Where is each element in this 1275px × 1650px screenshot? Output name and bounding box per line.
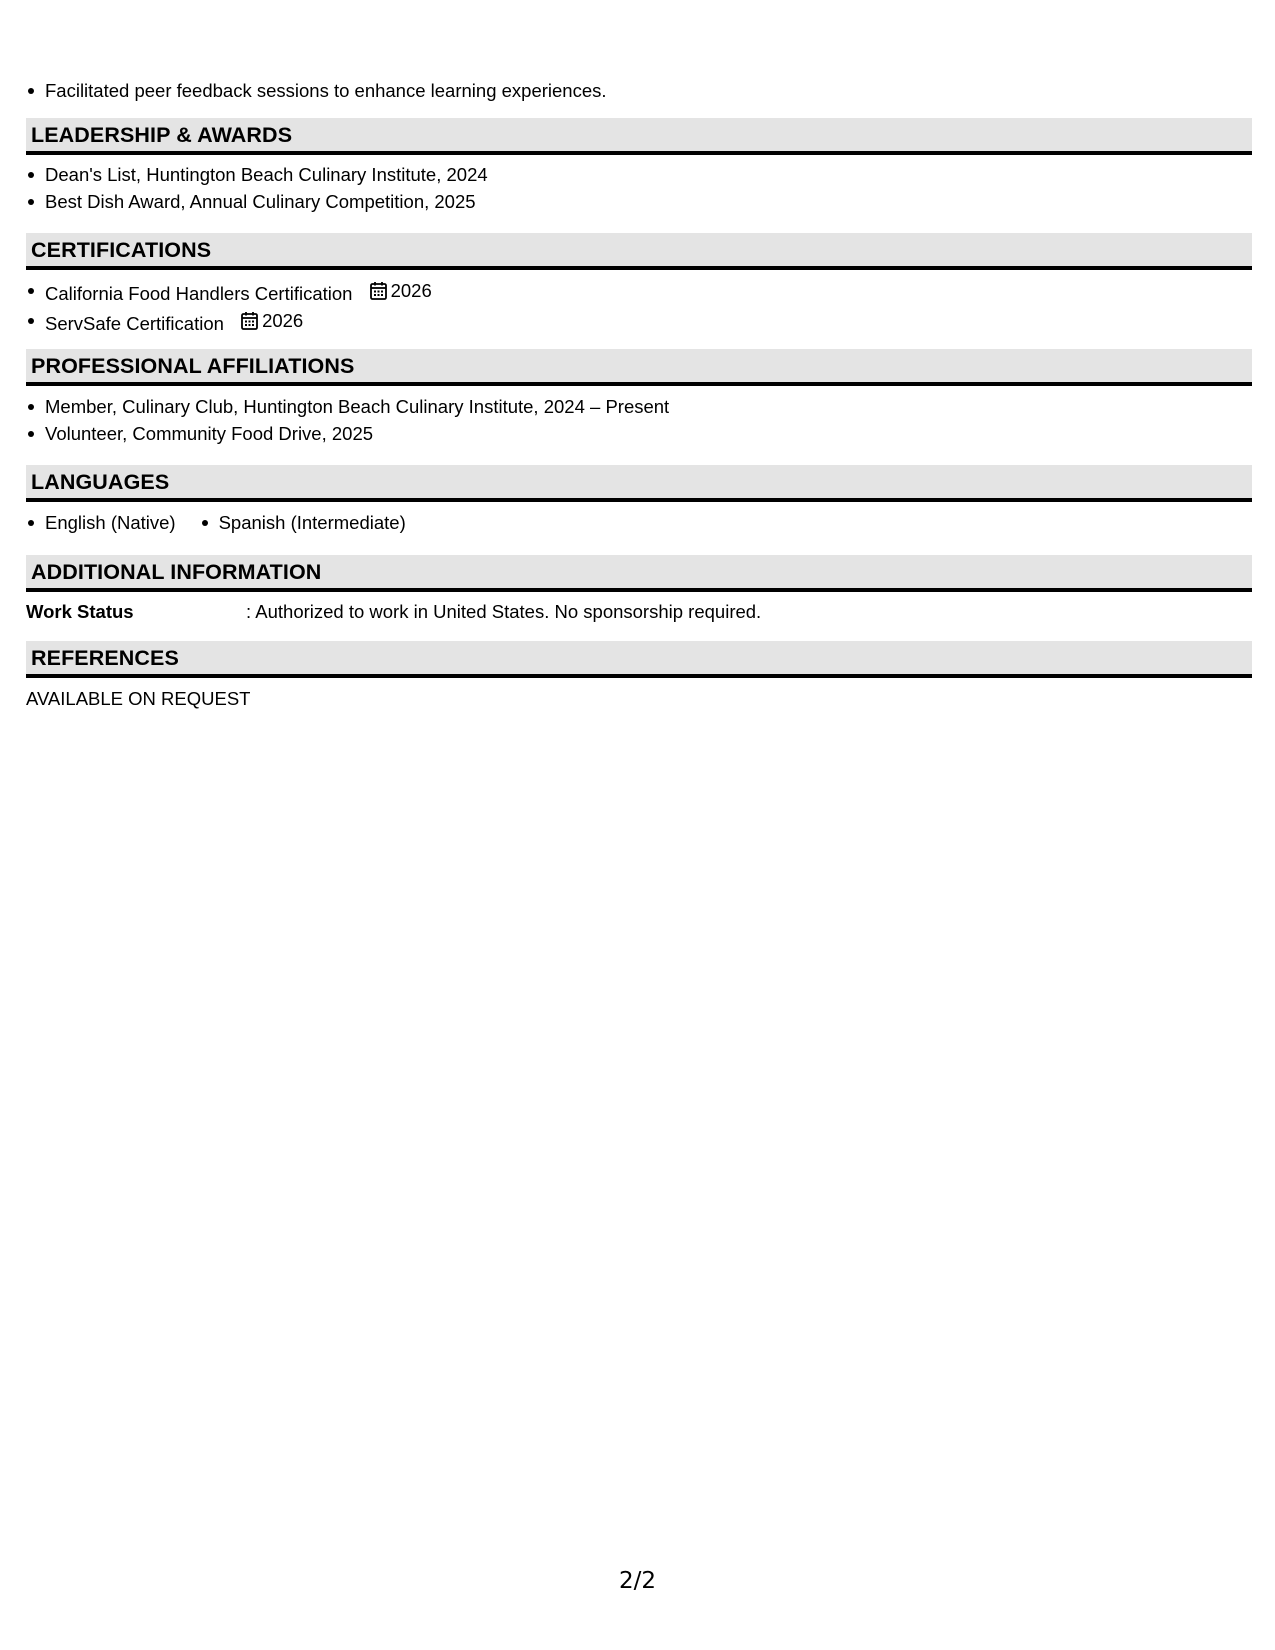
section-header-certifications	[26, 233, 1252, 270]
list-item: Dean's List, Huntington Beach Culinary Institute, 2024	[26, 161, 488, 188]
section-header-references	[26, 641, 1252, 678]
list-item: Volunteer, Community Food Drive, 2025	[26, 420, 669, 447]
section-header-leadership	[26, 118, 1252, 155]
certification-name: ServSafe Certification	[45, 313, 224, 334]
certification-year: 2026	[390, 280, 432, 301]
leadership-list	[26, 161, 488, 215]
certifications-list	[26, 277, 432, 337]
references-text: AVAILABLE ON REQUEST	[26, 688, 251, 709]
section-title: CERTIFICATIONS	[31, 238, 212, 262]
calendar-icon	[370, 281, 387, 300]
section-header-languages	[26, 465, 1252, 502]
work-status-label: Work Status	[26, 601, 134, 622]
affiliations-list	[26, 393, 669, 447]
certification-date	[241, 307, 303, 334]
section-header-additional-info	[26, 555, 1252, 592]
experience-continued-list	[26, 77, 607, 104]
section-title: LANGUAGES	[31, 470, 170, 494]
section-header-affiliations	[26, 349, 1252, 386]
list-item	[26, 277, 432, 307]
list-item: English (Native)	[26, 509, 176, 536]
certification-year: 2026	[262, 310, 304, 331]
section-title: PROFESSIONAL AFFILIATIONS	[31, 354, 355, 378]
section-title: LEADERSHIP & AWARDS	[31, 123, 293, 147]
certification-date	[370, 277, 432, 304]
list-item: Best Dish Award, Annual Culinary Competition, 2025	[26, 188, 488, 215]
calendar-icon	[241, 311, 258, 330]
list-item: Facilitated peer feedback sessions to enhance learning experiences.	[26, 77, 607, 104]
section-title: ADDITIONAL INFORMATION	[31, 560, 322, 584]
list-item: Spanish (Intermediate)	[200, 509, 406, 536]
list-item	[26, 307, 432, 337]
languages-list	[26, 509, 430, 536]
section-title: REFERENCES	[31, 646, 179, 670]
work-status-value: : Authorized to work in United States. No sponsorship required.	[246, 601, 762, 622]
list-item: Member, Culinary Club, Huntington Beach Culinary Institute, 2024 – Present	[26, 393, 669, 420]
page-number: 2/2	[618, 1568, 656, 1594]
certification-name: California Food Handlers Certification	[45, 283, 353, 304]
work-status-row	[26, 598, 1252, 625]
